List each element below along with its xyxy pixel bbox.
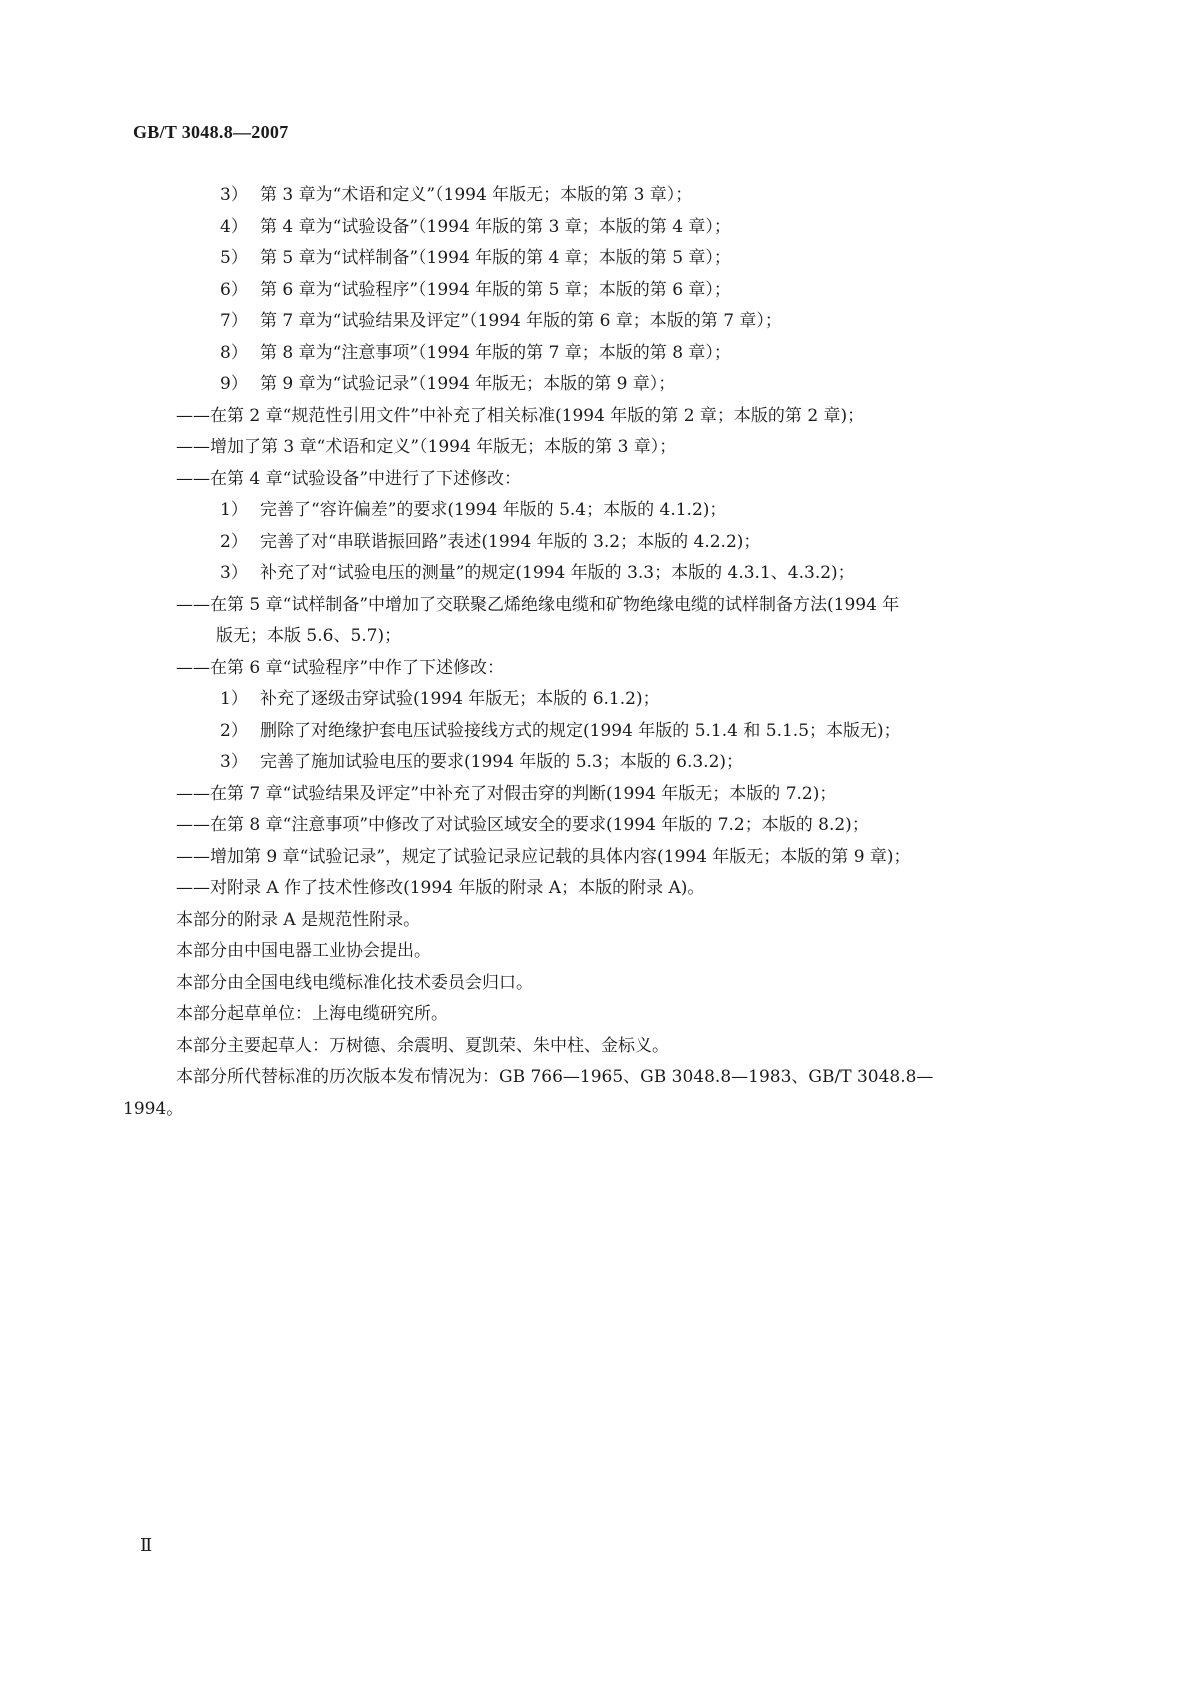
list-item: 9） 第 9 章为“试验记录”（1994 年版无；本版的第 9 章）； [220, 374, 676, 394]
list-item: 1） 完善了“容许偏差”的要求(1994 年版的 5.4；本版的 4.1.2)； [220, 500, 727, 520]
paragraph-continuation: 1994。 [123, 1098, 184, 1119]
list-item: 2） 完善了对“串联谐振回路”表述(1994 年版的 3.2；本版的 4.2.2)； [220, 531, 761, 552]
paragraph: 本部分起草单位：上海电缆研究所。 [176, 1004, 448, 1024]
paragraph: 本部分的附录 A 是规范性附录。 [176, 909, 421, 930]
dash-item-continuation: 版无；本版 5.6、5.7)； [216, 626, 402, 646]
list-item: 2） 删除了对绝缘护套电压试验接线方式的规定(1994 年版的 5.1.4 和 5.1.5；本版无)； [220, 720, 901, 741]
list-item: 6） 第 6 章为“试验程序”（1994 年版的第 5 章；本版的第 6 章）； [220, 279, 731, 300]
list-item: 3） 第 3 章为“术语和定义”（1994 年版无；本版的第 3 章）； [220, 185, 693, 205]
paragraph: 本部分所代替标准的历次版本发布情况为：GB 766—1965、GB 3048.8—1983、GB/T 3048.8— [176, 1067, 934, 1087]
dash-item: ——增加了第 3 章“术语和定义”（1994 年版无；本版的第 3 章）； [176, 437, 677, 457]
dash-item: ——在第 2 章“规范性引用文件”中补充了相关标准(1994 年版的第 2 章；本版的第 2 章)； [176, 405, 865, 426]
list-item: 3） 补充了对“试验电压的测量”的规定(1994 年版的 3.3；本版的 4.3.1、4.3.2)； [220, 563, 855, 583]
list-item: 4） 第 4 章为“试验设备”（1994 年版的第 3 章；本版的第 4 章）； [220, 216, 731, 237]
dash-item: ——对附录 A 作了技术性修改(1994 年版的附录 A；本版的附录 A)。 [176, 878, 705, 898]
dash-item: ——在第 8 章“注意事项”中修改了对试验区域安全的要求(1994 年版的 7.2；本版的 8.2)； [176, 815, 869, 835]
list-item: 1） 补充了逐级击穿试验(1994 年版无；本版的 6.1.2)； [220, 689, 660, 709]
dash-item: ——增加第 9 章“试验记录”，规定了试验记录应记载的具体内容(1994 年版无；本版的第 9 章)； [176, 846, 911, 867]
paragraph: 本部分主要起草人：万树德、余震明、夏凯荣、朱中柱、金标义。 [176, 1035, 669, 1056]
page-number: Ⅱ [140, 1535, 153, 1555]
dash-item: ——在第 7 章“试验结果及评定”中补充了对假击穿的判断(1994 年版无；本版的 7.2)； [176, 783, 837, 804]
list-item: 8） 第 8 章为“注意事项”（1994 年版的第 7 章；本版的第 8 章）； [220, 342, 731, 363]
dash-item: ——在第 6 章“试验程序”中作了下述修改： [176, 657, 505, 678]
dash-item: ——在第 5 章“试样制备”中增加了交联聚乙烯绝缘电缆和矿物绝缘电缆的试样制备方法(1994 年 [176, 594, 900, 615]
standard-number: GB/T 3048.8—2007 [133, 122, 289, 142]
list-item: 7） 第 7 章为“试验结果及评定”（1994 年版的第 6 章；本版的第 7 章）； [220, 311, 782, 331]
list-item: 3） 完善了施加试验电压的要求(1994 年版的 5.3；本版的 6.3.2)； [220, 752, 744, 772]
paragraph: 本部分由全国电线电缆标准化技术委员会归口。 [176, 972, 533, 993]
foreword-body [123, 180, 1068, 1125]
dash-item: ——在第 4 章“试验设备”中进行了下述修改： [176, 468, 522, 489]
paragraph: 本部分由中国电器工业协会提出。 [176, 941, 431, 961]
list-item: 5） 第 5 章为“试样制备”（1994 年版的第 4 章；本版的第 5 章）； [220, 248, 731, 268]
